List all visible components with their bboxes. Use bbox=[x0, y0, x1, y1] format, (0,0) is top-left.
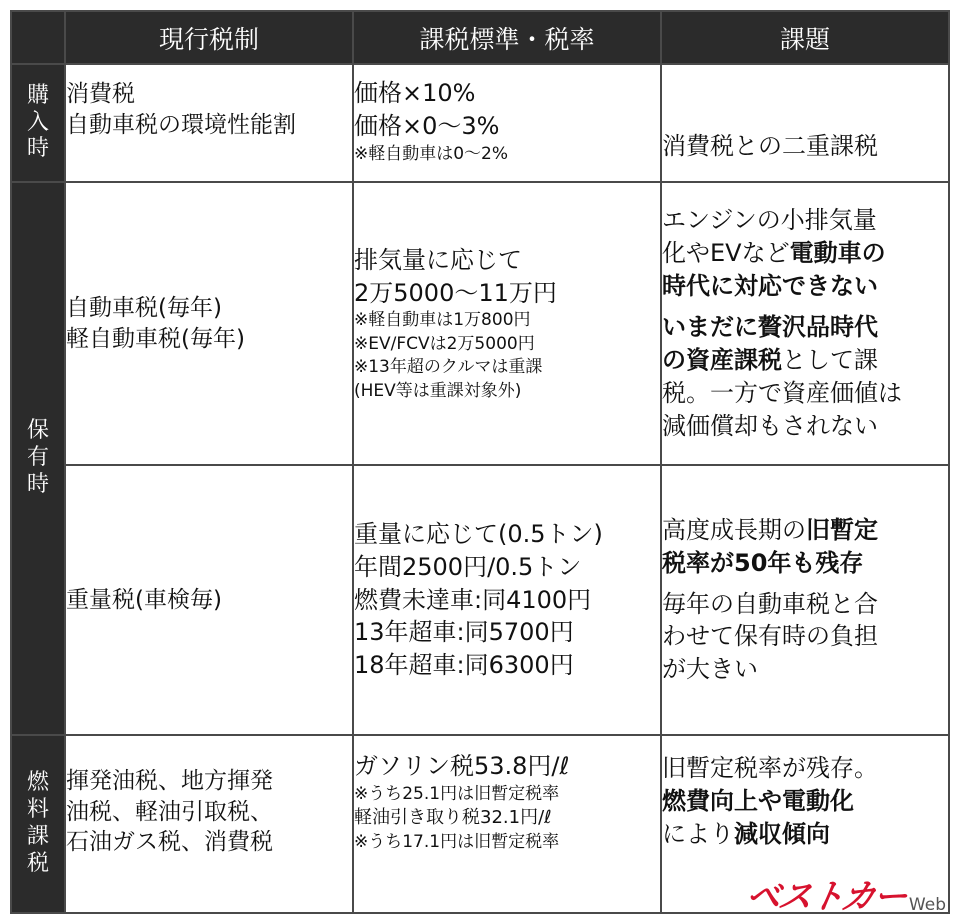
logo-mark: ベストカー bbox=[742, 877, 909, 917]
issue-text: 化やEVなど電動車の bbox=[662, 239, 886, 268]
rate-line: 13年超車:同5700円 bbox=[354, 618, 574, 647]
header-row bbox=[11, 11, 949, 64]
fuel-rates bbox=[353, 735, 661, 913]
issue-text: により減収傾向 bbox=[662, 819, 830, 848]
auto-rates bbox=[353, 182, 661, 465]
issue-text: 税。一方で資産価値は bbox=[662, 378, 902, 407]
rate-line: 2万5000～11万円 bbox=[354, 278, 557, 307]
issue-text: 時代に対応できない bbox=[662, 272, 878, 301]
purchase-taxes bbox=[65, 64, 353, 182]
category-ownership: 保 有 時 bbox=[11, 182, 65, 735]
rate-note: ※うち17.1円は旧暫定税率 bbox=[354, 832, 560, 853]
tax-name: 軽自動車税(毎年) bbox=[66, 325, 245, 352]
rate-note: ※13年超のクルマは重課 bbox=[354, 357, 543, 378]
rate-line: 排気量に応じて bbox=[354, 245, 522, 274]
purchase-issue bbox=[661, 64, 949, 182]
rate-line: 18年超車:同6300円 bbox=[354, 651, 574, 680]
issue-text: 燃費向上や電動化 bbox=[662, 786, 854, 815]
purchase-rates bbox=[353, 64, 661, 182]
tax-name: 自動車税の環境性能割 bbox=[66, 111, 296, 138]
auto-issues bbox=[661, 182, 949, 465]
issue-text: 消費税との二重課税 bbox=[662, 132, 878, 161]
weight-taxes bbox=[65, 465, 353, 735]
issue-text: エンジンの小排気量 bbox=[662, 206, 877, 235]
row-ownership-auto bbox=[11, 182, 949, 465]
tax-name: 重量税(車検毎) bbox=[66, 586, 222, 613]
tax-name: 揮発油税、地方揮発 bbox=[66, 768, 273, 794]
header-current-tax: 現行税制 bbox=[65, 11, 353, 64]
rate-line: 燃費未達車:同4100円 bbox=[354, 585, 592, 614]
rate-line: 重量に応じて(0.5トン) bbox=[354, 519, 603, 548]
header-tax-base-rate: 課税標準・税率 bbox=[353, 11, 661, 64]
header-issues: 課題 bbox=[661, 11, 949, 64]
issue-text: 高度成長期の旧暫定 bbox=[662, 515, 878, 544]
weight-rates bbox=[353, 465, 661, 735]
auto-taxes bbox=[65, 182, 353, 465]
tax-system-table bbox=[10, 10, 950, 914]
issue-text: 旧暫定税率が残存。 bbox=[662, 754, 878, 782]
category-fuel: 燃 料 課 税 bbox=[11, 735, 65, 913]
weight-issues bbox=[661, 465, 949, 735]
rate-line: 年間2500円/0.5トン bbox=[354, 552, 582, 581]
rate-note: ※EV/FCVは2万5000円 bbox=[354, 333, 535, 354]
rate-note: (HEV等は重課対象外) bbox=[354, 380, 522, 401]
bestcar-web-logo bbox=[742, 869, 946, 918]
rate-note: ※うち25.1円は旧暫定税率 bbox=[354, 783, 560, 804]
issue-text: の資産課税として課 bbox=[662, 345, 878, 374]
tax-name: 自動車税(毎年) bbox=[66, 294, 222, 321]
rate-line: 価格×10% bbox=[354, 79, 476, 107]
issue-text: 毎年の自動車税と合 bbox=[662, 589, 878, 618]
fuel-taxes bbox=[65, 735, 353, 913]
tax-name: 消費税 bbox=[66, 81, 135, 107]
rate-line: ガソリン税53.8円/ℓ bbox=[354, 752, 570, 780]
issue-text: 減価償却もされない bbox=[662, 411, 878, 440]
issue-text: 税率が50年も残存 bbox=[662, 548, 864, 577]
issue-text: わせて保有時の負担 bbox=[662, 622, 878, 651]
rate-note: ※軽自動車は0～2% bbox=[354, 143, 509, 164]
issue-text: が大きい bbox=[662, 655, 758, 684]
issue-text: いまだに贅沢品時代 bbox=[662, 313, 878, 342]
category-purchase: 購 入 時 bbox=[11, 64, 65, 182]
row-ownership-weight bbox=[11, 465, 949, 735]
rate-note: ※軽自動車は1万800円 bbox=[354, 310, 531, 331]
rate-line: 軽油引き取り税32.1円/ℓ bbox=[354, 807, 552, 829]
row-purchase bbox=[11, 64, 949, 182]
rate-line: 価格×0～3% bbox=[354, 111, 500, 140]
logo-web: Web bbox=[908, 895, 946, 915]
tax-name: 石油ガス税、消費税 bbox=[66, 829, 273, 856]
header-corner bbox=[11, 11, 65, 64]
tax-name: 油税、軽油引取税、 bbox=[66, 798, 273, 825]
